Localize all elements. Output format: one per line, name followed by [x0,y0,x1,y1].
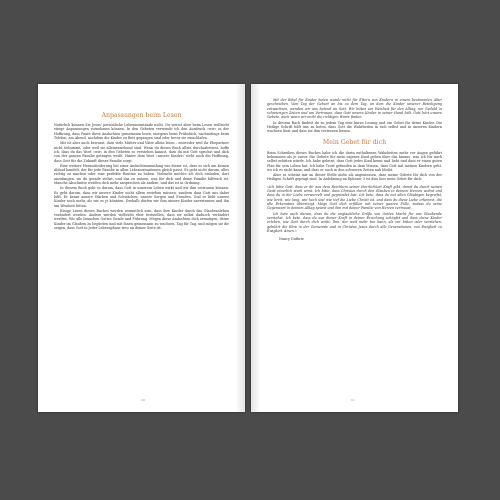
prayer-paragraph: »Ich bitte Gott, dass er dir aus dem Reichtum seiner Herrlichkeit Kraft gibt, damit du durch seinen Geist innerlich stark wirst. Ich bitte, dass Christus durch den Glauben in deinem Herzen wohnt und dass du in der Liebe verwurzelt und gegründet bist. Ich bete, dass du mit allen Gläubigen begreifst, wie breit, wie lang, wie hoch und wie tief die Liebe Christi ist, und dass du diese Liebe erkennst, die alle Erkenntnis übersteigt. Möge Gott dich erfüllen mit seiner ganzen Fülle, sodass du seine Gegenwart in deinem Alltag spürst und ihm mit deiner Familie von Herzen vertraust. [267,184,442,211]
paragraph: In diesem Buch geht es darum, dass Gott in unserem Leben wirkt und wir ihm vertrauen können. Es geht darum, dass wir unsere Kinder nicht allein erziehen müssen, sondern dass Gott uns dabei hilft. Er kennt unsere Stärken und Schwächen, unsere Sorgen und Freuden. Und er liebt unsere Kinder noch mehr, als wir es je könnten. Deshalb dürfen wir ihm unsere Kinder anvertrauen und ihn um Weisheit bitten. [54,186,229,208]
paragraph: Eine weitere Herausforderung bei einer Andachtssammlung wie dieser ist, dass es sich um keinen Ablauf handelt, der für jede Familie in allen Lebenssituationen gleich passt. Es geht nicht darum, alles richtig zu machen oder eine perfekte Routine zu haben. Vielmehr möchte ich dich einladen, dort anzufangen, wo du gerade stehst, und das zu nutzen, was für dich und deine Familie hilfreich ist. Manche Abschnitte werden dich mehr ansprechen als andere, und das ist in Ordnung. [54,163,229,186]
left-page [38,84,245,412]
paragraph: Mir ist aber auch bewusst, dass viele Mütter und Väter allein lesen – entweder weil ihr Ehepartner nicht teilnimmt, oder weil sie alleinerziehend sind. Wenn du dieses Buch allein durcharbeitest, hoffe ich, dass du das Wort »wir« in den Gebeten so verstehen kannst, dass du mit Gott sprichst und dich von der ganzen Familie getragen weißt. Hinter dem Wort »unsere Kinder« steht auch die Hoffnung, dass Gott für die Zukunft dieser Familie sorgt. [54,141,229,163]
paragraph: Aber es scheint mir an dieser Stelle mehr als angemessen, dass meine Gebete für dich von der Heiligen Schrift geprägt sind. In Anlehnung an Epheser 3 ist dies hier mein Gebet für dich: [267,173,442,182]
prayer-paragraph: Ich bete auch darum, dass du die unglaubliche Größe von Gottes Macht für uns Glaubende verstehst. Ich bete, dass du aus dieser Kraft in deiner Erziehung schöpfst und dass deine Kinder erleben, wie Gott durch dich wirkt. Ihm, der weit mehr tun kann, als wir bitten oder verstehen, gebührt die Ehre in der Gemeinde und in Christus Jesus durch alle Generationen, von Ewigkeit zu Ewigkeit. Amen.« [267,211,442,233]
right-page [251,84,458,412]
section-heading: Anpassungen beim Lesen [101,112,182,119]
section-heading: Mein Gebet für dich [322,138,387,146]
paragraph: Einige Lesen dieses Buches werden vermutlich sein, dass ihre Kinder durch das Glaubensleben verändert werden. Andere werden vielleicht eher feststellen, dass sie selbst dadurch verändert werden. Wir alle brauchen Gottes Gnade und Führung. Mögen diese Andachten dich ermutigen, deine Kinder im Glauben zu begleiten und mit ihnen gemeinsam zu wachsen, Tag für Tag, und mögen sie dir zeigen, dass Gott in jeder Lebensphase treu an deiner Seite ist. [54,208,229,231]
right-page-content [267,98,442,241]
paragraph: Mit der Bibel für Kinder beten wurde nicht für Eltern von Kindern in einem bestimmten Alter geschrieben. Vom Tag der Geburt an bis zu dem Tag, an dem die Kinder unserer Beteiligung entwachsen, wenden wir uns betend an Gott. Wir bitten um Weisheit für den Alltag, um Geduld in schwierigen Zeiten und um Vertrauen, dass Gott unsere Kinder in seiner Hand hält. Gott hört unsere Gebete, auch wenn wir nicht die richtigen Worte finden. [267,98,442,120]
paragraph: Beim Schreiben dieses Buches habe ich die darin enthaltenen Wahrheiten mehr vor Augen geführt bekommen als je zuvor. Die Gebete für mein eigenes Kind gehen über das hinaus, was ich für mich selbst erbitten würde. Ich habe gelernt, dass Gott jedes Kind kennt und liebt und dass er einen guten Plan für sein Leben hat. Ich habe Trost gefunden in dem Wissen, dass Gott mit meinen Kindern geht, wo ich es nicht kann, und dass er auch in den schweren Zeiten nah bleibt. [267,150,442,172]
page-number: 11 [351,398,355,402]
paragraph: In diesem Buch findest du zu jedem Tag eine kurze Lesung und ein Gebet für deine Kinder. Die Heilige Schrift hilft uns zu beten, dass Gott die Wahrheiten in sich selbst und in unseren Kindern wachsen lässt und dass sie ihm vertrauen lernen. [267,120,442,134]
signature: Nancy Guthrie [279,237,304,242]
left-page-content [54,112,229,230]
page-number: 10 [141,398,145,402]
paragraph: Natürlich können Sie Jesus' persönliche Lebensumstände nicht. Du weisst aber beim Lesen vielleicht einige Anpassungen vornehmen können. In den Gebeten verwende ich den Ausdruck »wir« in der Hoffnung, dass Paare diese Andachten gemeinsam lesen, morgens beim Frühstück, nachmittags beim Telefon, am Abend, nachdem die Kinder zu Bett gegangen sind oder bevor sie einschlafen. [54,123,229,141]
